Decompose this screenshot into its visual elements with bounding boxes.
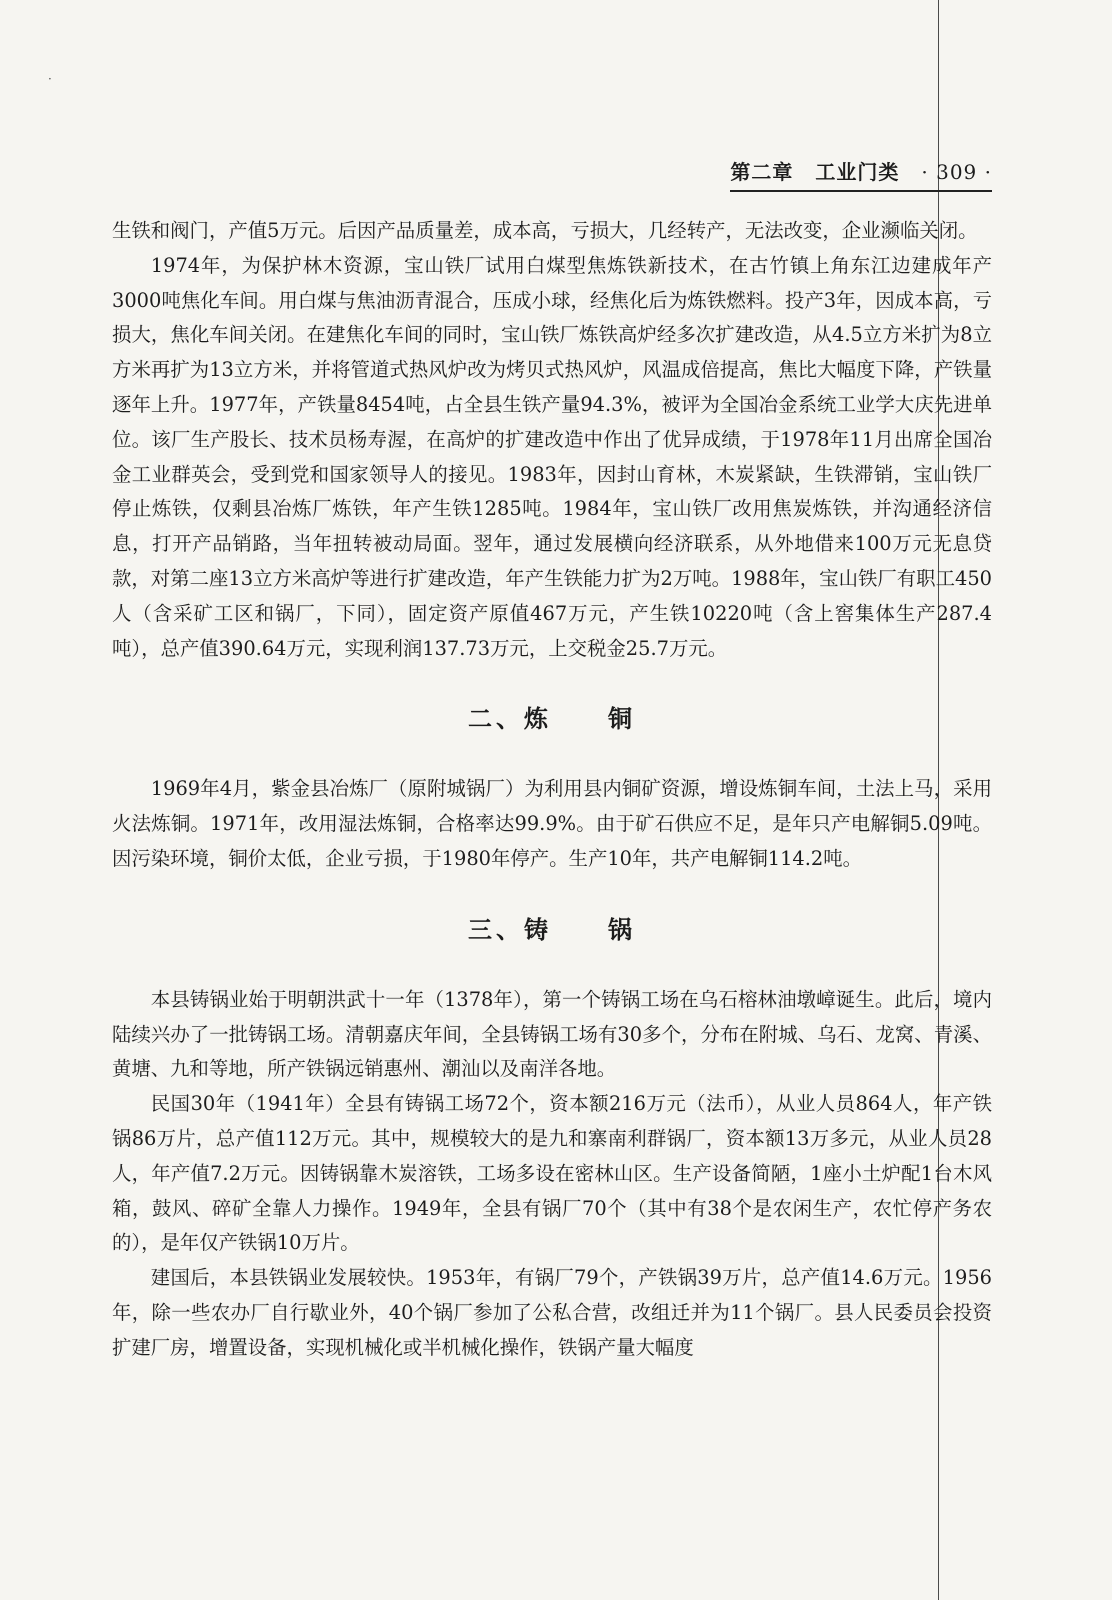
- paragraph-post-1949: 建国后，本县铁锅业发展较快。1953年，有锅厂79个，产铁锅39万片，总产值14.6万元。1956年，除一些农办厂自行歇业外，40个锅厂参加了公私合营，改组迁并为11个锅厂。县人民委员会投资扩建厂房，增置设备，实现机械化或半机械化操作，铁锅产量大幅度: [112, 1266, 992, 1359]
- paragraph-pot-history: 本县铸锅业始于明朝洪武十一年（1378年），第一个铸锅工场在乌石榕林油墩嶂诞生。此后，境内陆续兴办了一批铸锅工场。清朝嘉庆年间，全县铸锅工场有30多个，分布在附城、乌石、龙窝、青溪、黄塘、九和等地，所产铁锅远销惠州、潮汕以及南洋各地。: [112, 987, 992, 1081]
- section-title-pot-casting: [112, 913, 992, 947]
- paragraph-continued: 生铁和阀门，产值5万元。后因产品质量差，成本高，亏损大，几经转产，无法改变，企业濒临关闭。: [112, 219, 978, 242]
- section-title-copper-part1: 二、炼: [468, 705, 552, 734]
- page-number: · 309 ·: [921, 160, 992, 184]
- paragraph-copper-1969: 1969年4月，紫金县冶炼厂（原附城锅厂）为利用县内铜矿资源，增设炼铜车间，土法上马，采用火法炼铜。1971年，改用湿法炼铜，合格率达99.9%。由于矿石供应不足，是年只产电解铜5.09吨。因污染环境，铜价太低，企业亏损，于1980年停产。生产10年，共产电解铜114.2吨。: [112, 777, 992, 870]
- paragraph-coking-1974: 1974年，为保护林木资源，宝山铁厂试用白煤型焦炼铁新技术，在古竹镇上角东江边建成年产3000吨焦化车间。用白煤与焦油沥青混合，压成小球，经焦化后为炼铁燃料。投产3年，因成本高，亏损大，焦化车间关闭。在建焦化车间的同时，宝山铁厂炼铁高炉经多次扩建改造，从4.5立方米扩为8立方米再扩为13立方米，并将管道式热风炉改为烤贝式热风炉，风温成倍提高，焦比大幅度下降，产铁量逐年上升。1977年，产铁量8454吨，占全县生铁产量94.3%，被评为全国冶金系统工业学大庆先进单位。该厂生产股长、技术员杨寿渥，在高炉的扩建改造中作出了优异成绩，于1978年11月出席全国冶金工业群英会，受到党和国家领导人的接见。1983年，因封山育林，木炭紧缺，生铁滞销，宝山铁厂停止炼铁，仅剩县冶炼厂炼铁，年产生铁1285吨。1984年，宝山铁厂改用焦炭炼铁，并沟通经济信息，打开产品销路，当年扭转被动局面。翌年，通过发展横向经济联系，从外地借来100万元无息贷款，对第二座13立方米高炉等进行扩建改造，年产生铁能力扩为2万吨。1988年，宝山铁厂有职工450人（含采矿工区和锅厂，下同），固定资产原值467万元，产生铁10220吨（含上窖集体生产287.4吨），总产值390.64万元，实现利润137.73万元，上交税金25.7万元。: [112, 253, 992, 660]
- section-title-pot-part2: 锅: [608, 915, 636, 944]
- header-category: 工业门类: [815, 160, 900, 184]
- section-title-pot-part1: 三、铸: [468, 915, 552, 944]
- running-header: [110, 156, 992, 192]
- header-rule: [730, 190, 992, 192]
- scan-speck: ·: [48, 72, 52, 86]
- section-title-copper: [112, 702, 992, 736]
- section-title-copper-part2: 铜: [608, 705, 636, 734]
- page-body: [112, 214, 992, 1366]
- header-text: [730, 156, 992, 185]
- header-chapter: 第二章: [730, 160, 794, 184]
- paragraph-minguo-1941: 民国30年（1941年）全县有铸锅工场72个，资本额216万元（法币），从业人员864人，年产铁锅86万片，总产值112万元。其中，规模较大的是九和寨南利群锅厂，资本额13万多元，从业人员28人，年产值7.2万元。因铸锅靠木炭溶铁，工场多设在密林山区。生产设备简陋，1座小土炉配1台木风箱，鼓风、碎矿全靠人力操作。1949年，全县有锅厂70个（其中有38个是农闲生产，农忙停产务农的），是年仅产铁锅10万片。: [112, 1092, 992, 1255]
